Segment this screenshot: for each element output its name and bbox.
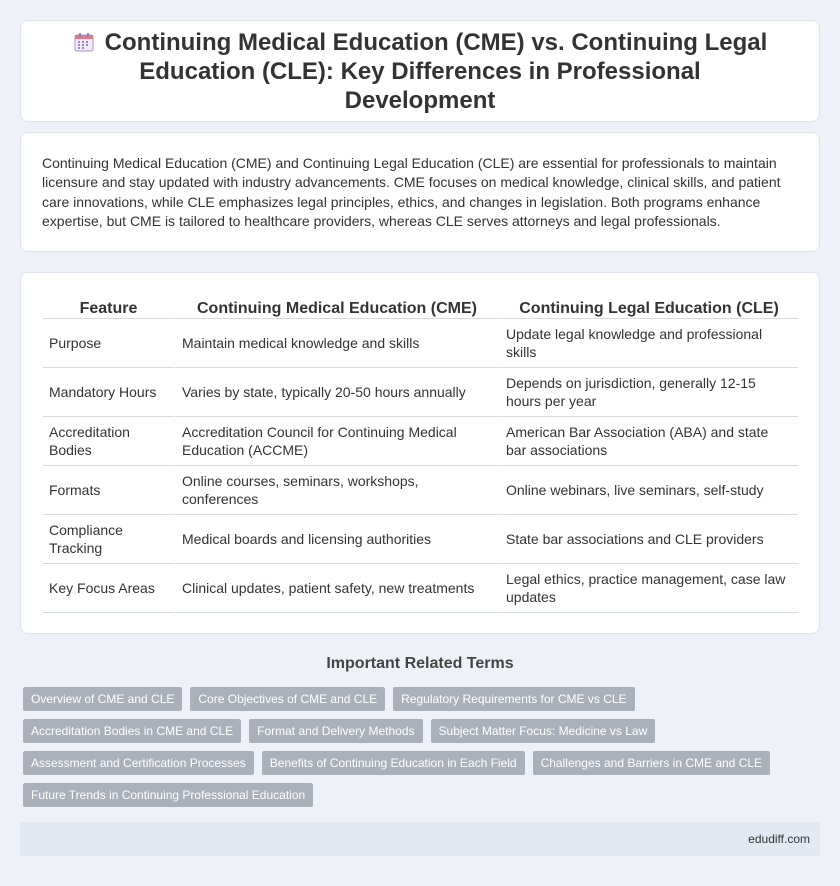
header-cme: Continuing Medical Education (CME) — [174, 295, 498, 319]
cle-cell: State bar associations and CLE providers — [498, 515, 798, 564]
related-tag[interactable]: Challenges and Barriers in CME and CLE — [533, 751, 770, 775]
related-tag[interactable]: Accreditation Bodies in CME and CLE — [23, 719, 241, 743]
table-row — [43, 417, 798, 466]
related-tag[interactable]: Assessment and Certification Processes — [23, 751, 254, 775]
comparison-table-card — [20, 272, 820, 634]
feature-cell: Purpose — [43, 319, 174, 368]
cle-cell: American Bar Association (ABA) and state bar associations — [498, 417, 798, 466]
cle-cell: Depends on jurisdiction, generally 12-15 hours per year — [498, 368, 798, 417]
cme-cell: Medical boards and licensing authorities — [174, 515, 498, 564]
related-tag[interactable]: Format and Delivery Methods — [249, 719, 422, 743]
related-tag[interactable]: Overview of CME and CLE — [23, 687, 182, 711]
cme-cell: Clinical updates, patient safety, new treatments — [174, 564, 498, 613]
cle-cell: Online webinars, live seminars, self-study — [498, 466, 798, 515]
header-cle: Continuing Legal Education (CLE) — [498, 295, 798, 319]
related-terms-tags — [23, 687, 813, 807]
related-tag[interactable]: Subject Matter Focus: Medicine vs Law — [431, 719, 656, 743]
table-row — [43, 564, 798, 613]
footer-site-link[interactable]: edudiff.com — [748, 832, 810, 846]
related-tag[interactable]: Core Objectives of CME and CLE — [190, 687, 385, 711]
footer — [20, 822, 820, 856]
related-tag[interactable]: Future Trends in Continuing Professional Education — [23, 783, 313, 807]
cme-cell: Varies by state, typically 20-50 hours annually — [174, 368, 498, 417]
cme-cell: Accreditation Council for Continuing Medical Education (ACCME) — [174, 417, 498, 466]
feature-cell: Mandatory Hours — [43, 368, 174, 417]
calendar-icon — [73, 31, 95, 53]
related-tag[interactable]: Regulatory Requirements for CME vs CLE — [393, 687, 634, 711]
table-row — [43, 466, 798, 515]
page-title — [61, 28, 779, 115]
feature-cell: Compliance Tracking — [43, 515, 174, 564]
feature-cell: Accreditation Bodies — [43, 417, 174, 466]
cme-cell: Online courses, seminars, workshops, conferences — [174, 466, 498, 515]
header-feature: Feature — [43, 295, 174, 319]
feature-cell: Key Focus Areas — [43, 564, 174, 613]
related-terms-title: Important Related Terms — [326, 655, 514, 672]
intro-paragraph: Continuing Medical Education (CME) and Continuing Legal Education (CLE) are essential for professionals to maintain licensure and stay updated with industry advancements. CME focuses on medical knowledge, clinical skills, and patient care innovations, while CLE emphasizes legal principles, ethics, and changes in legislation. Both programs enhance expertise, but CME is tailored to healthcare providers, whereas CLE serves attorneys and legal professionals. — [42, 155, 781, 230]
table-row — [43, 368, 798, 417]
cle-cell: Legal ethics, practice management, case law updates — [498, 564, 798, 613]
page-title-text: Continuing Medical Education (CME) vs. Continuing Legal Education (CLE): Key Differences in Professional Development — [104, 28, 768, 114]
title-card — [20, 20, 820, 122]
related-tag[interactable]: Benefits of Continuing Education in Each Field — [262, 751, 525, 775]
intro-card — [20, 132, 820, 252]
cme-cell: Maintain medical knowledge and skills — [174, 319, 498, 368]
feature-cell: Formats — [43, 466, 174, 515]
cle-cell: Update legal knowledge and professional skills — [498, 319, 798, 368]
table-header-row — [43, 295, 798, 319]
table-row — [43, 515, 798, 564]
comparison-table — [43, 295, 798, 613]
table-row — [43, 319, 798, 368]
